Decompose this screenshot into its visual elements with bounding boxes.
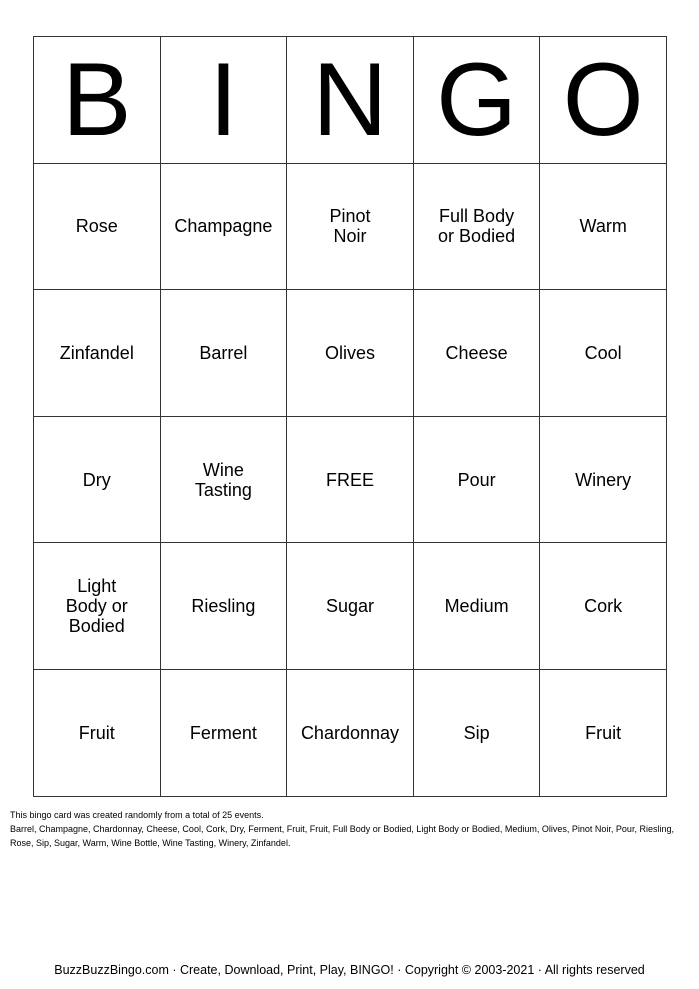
- footer-text: BuzzBuzzBingo.com · Create, Download, Print, Play, BINGO! · Copyright © 2003-2021 · All rights reserved: [54, 963, 645, 977]
- bingo-cell: [540, 669, 667, 796]
- bingo-cell-text: Cool: [584, 342, 622, 363]
- bingo-header-row: [34, 37, 667, 164]
- bingo-cell: [34, 290, 161, 417]
- bingo-cell-text: Pour: [457, 469, 496, 490]
- bingo-letter-g: G: [413, 37, 540, 164]
- bingo-cell: [413, 669, 540, 796]
- events-list: Barrel, Champagne, Chardonnay, Cheese, Cool, Cork, Dry, Ferment, Fruit, Fruit, Full Body or Bodied, Light Body or Bodied, Medium, Olives, Pinot Noir, Pour, Riesling, Rose, Sip, Sugar, Warm, Wine Bottle, Wine Tasting, Winery, Zinfandel.: [10, 824, 674, 848]
- bingo-cell-text: Sip: [463, 722, 490, 743]
- bingo-cell: [287, 543, 414, 670]
- bingo-cell-text: Cheese: [445, 342, 508, 363]
- bingo-cell-text: Barrel: [199, 342, 248, 363]
- bingo-cell: [34, 416, 161, 543]
- bingo-cell: [34, 163, 161, 290]
- bingo-cell-free: [287, 416, 414, 543]
- bingo-cell-text: Pinot Noir: [329, 206, 371, 247]
- bingo-cell-text: Warm: [579, 216, 627, 237]
- bingo-cell-text: Sugar: [325, 596, 374, 617]
- bingo-cell: [413, 163, 540, 290]
- bingo-cell: [160, 163, 287, 290]
- bingo-cell: [287, 163, 414, 290]
- bingo-free-space: FREE: [325, 469, 374, 490]
- bingo-letter-b: B: [34, 37, 161, 164]
- bingo-cell: [413, 416, 540, 543]
- bingo-cell: [540, 416, 667, 543]
- bingo-row: [34, 543, 667, 670]
- bingo-cell-text: Wine Tasting: [194, 459, 252, 500]
- bingo-cell: [160, 290, 287, 417]
- bingo-letter-n: N: [287, 37, 414, 164]
- bingo-cell-text: Champagne: [174, 216, 273, 237]
- bingo-card: [33, 36, 667, 797]
- bingo-cell: [160, 669, 287, 796]
- bingo-cell-text: Chardonnay: [300, 722, 400, 743]
- bingo-cell: [540, 290, 667, 417]
- bingo-cell: [34, 543, 161, 670]
- bingo-cell: [540, 163, 667, 290]
- card-info: [10, 808, 690, 850]
- bingo-cell-text: Ferment: [189, 722, 257, 743]
- bingo-cell-text: Rose: [75, 216, 118, 237]
- bingo-cell: [160, 416, 287, 543]
- bingo-row: [34, 669, 667, 796]
- bingo-row: [34, 416, 667, 543]
- bingo-cell: [540, 543, 667, 670]
- bingo-cell-text: Zinfandel: [59, 342, 134, 363]
- bingo-row: [34, 290, 667, 417]
- bingo-cell: [413, 290, 540, 417]
- bingo-cell: [287, 290, 414, 417]
- bingo-cell-text: Olives: [324, 342, 375, 363]
- bingo-letter-i: I: [160, 37, 287, 164]
- bingo-row: [34, 163, 667, 290]
- bingo-letter-o: O: [540, 37, 667, 164]
- created-note: This bingo card was created randomly from a total of 25 events.: [10, 810, 264, 820]
- bingo-cell-text: Winery: [575, 469, 632, 490]
- bingo-cell-text: Fruit: [585, 722, 622, 743]
- bingo-cell-text: Medium: [444, 596, 509, 617]
- bingo-cell-text: Fruit: [78, 722, 115, 743]
- bingo-cell: [34, 669, 161, 796]
- bingo-cell-text: Full Body or Bodied: [438, 206, 516, 247]
- bingo-cell: [160, 543, 287, 670]
- bingo-cell-text: Cork: [584, 596, 623, 617]
- bingo-cell-text: Light Body or Bodied: [65, 576, 128, 637]
- bingo-cell-text: Dry: [82, 469, 111, 490]
- bingo-cell: [287, 669, 414, 796]
- bingo-cell-text: Riesling: [191, 596, 256, 617]
- bingo-cell: [413, 543, 540, 670]
